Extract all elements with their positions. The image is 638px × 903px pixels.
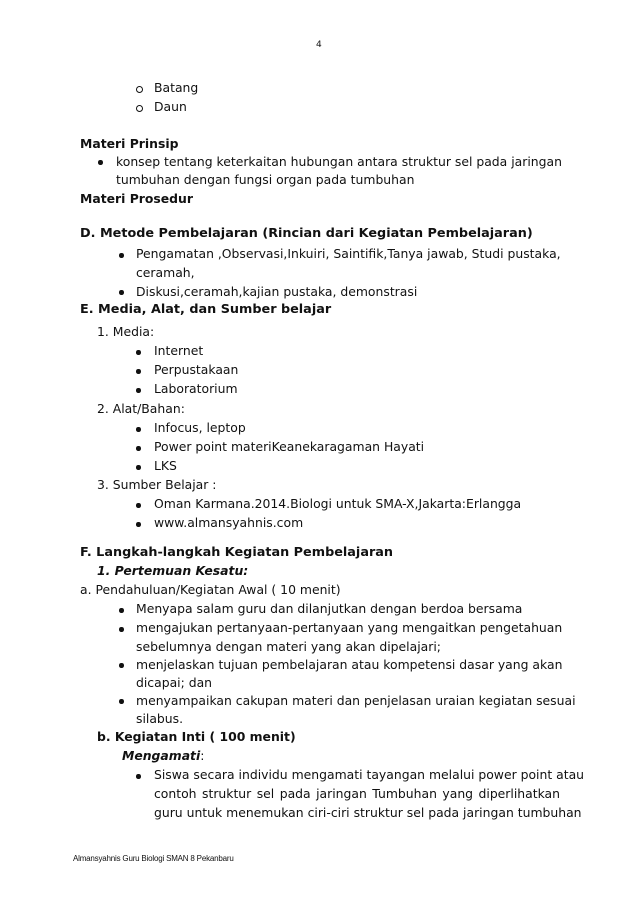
bullet-icon — [119, 608, 124, 613]
mengamati-heading — [122, 748, 204, 763]
pertemuan-heading: 1. Pertemuan Kesatu: — [97, 563, 249, 578]
bullet-icon — [119, 253, 124, 258]
bullet-icon — [136, 522, 141, 527]
list-item: www.almansyahnis.com — [154, 515, 304, 530]
bullet-icon — [136, 427, 141, 432]
list-item-continuation: ceramah, — [136, 265, 195, 280]
list-item: konsep tentang keterkaitan hubungan antara struktur sel pada jaringan — [116, 154, 562, 169]
bullet-icon — [119, 663, 124, 668]
circle-bullet-icon — [136, 86, 143, 93]
materi-prinsip-heading: Materi Prinsip — [80, 136, 179, 151]
list-item: mengajukan pertanyaan-pertanyaan yang mengaitkan pengetahuan — [136, 620, 563, 635]
bullet-icon — [136, 350, 141, 355]
bullet-icon — [98, 160, 103, 165]
mengamati-colon: : — [200, 748, 205, 763]
list-item: Infocus, leptop — [154, 420, 246, 435]
footer-text: Almansyahnis Guru Biologi SMAN 8 Pekanbaru — [73, 854, 234, 863]
list-item: Oman Karmana.2014.Biologi untuk SMA-X,Jakarta:Erlangga — [154, 496, 522, 511]
bullet-icon — [136, 503, 141, 508]
bullet-icon — [136, 369, 141, 374]
list-item: Internet — [154, 343, 204, 358]
list-item: Perpustakaan — [154, 362, 239, 377]
page-number: 4 — [316, 40, 322, 50]
list-item-continuation: dicapai; dan — [136, 675, 213, 690]
list-item: Daun — [154, 99, 187, 114]
list-item: Laboratorium — [154, 381, 238, 396]
list-item-continuation: guru untuk menemukan ciri-ciri struktur sel pada jaringan tumbuhan — [154, 805, 582, 820]
list-item-continuation: contoh struktur sel pada jaringan Tumbuhan yang diperlihatkan — [154, 786, 560, 801]
list-item: Diskusi,ceramah,kajian pustaka, demonstrasi — [136, 284, 418, 299]
list-item: LKS — [154, 458, 177, 473]
section-e-heading: E. Media, Alat, dan Sumber belajar — [80, 302, 332, 317]
bullet-icon — [136, 774, 141, 779]
kegiatan-inti-heading: b. Kegiatan Inti ( 100 menit) — [97, 729, 296, 744]
alat-label: 2. Alat/Bahan: — [97, 401, 185, 416]
list-item: menyampaikan cakupan materi dan penjelasan uraian kegiatan sesuai — [136, 693, 576, 708]
list-item: Siswa secara individu mengamati tayangan melalui power point atau — [154, 767, 585, 782]
bullet-icon — [119, 290, 124, 295]
list-item-continuation: tumbuhan dengan fungsi organ pada tumbuhan — [116, 172, 415, 187]
circle-bullet-icon — [136, 105, 143, 112]
bullet-icon — [119, 699, 124, 704]
bullet-icon — [136, 446, 141, 451]
list-item-continuation: sebelumnya dengan materi yang akan dipelajari; — [136, 639, 441, 654]
list-item: menjelaskan tujuan pembelajaran atau kompetensi dasar yang akan — [136, 657, 563, 672]
list-item-continuation: silabus. — [136, 711, 184, 726]
section-d-heading: D. Metode Pembelajaran (Rincian dari Kegiatan Pembelajaran) — [80, 226, 533, 241]
list-item: Batang — [154, 80, 199, 95]
pendahuluan-heading: a. Pendahuluan/Kegiatan Awal ( 10 menit) — [80, 582, 341, 597]
mengamati-label: Mengamati — [122, 748, 201, 763]
sumber-label: 3. Sumber Belajar : — [97, 477, 217, 492]
media-label: 1. Media: — [97, 324, 155, 339]
bullet-icon — [119, 627, 124, 632]
section-f-heading: F. Langkah-langkah Kegiatan Pembelajaran — [80, 545, 394, 560]
list-item: Power point materiKeanekaragaman Hayati — [154, 439, 425, 454]
bullet-icon — [136, 465, 141, 470]
bullet-icon — [136, 388, 141, 393]
list-item: Pengamatan ,Observasi,Inkuiri, Saintifik,Tanya jawab, Studi pustaka, — [136, 246, 561, 261]
list-item: Menyapa salam guru dan dilanjutkan dengan berdoa bersama — [136, 601, 523, 616]
materi-prosedur-heading: Materi Prosedur — [80, 191, 193, 206]
